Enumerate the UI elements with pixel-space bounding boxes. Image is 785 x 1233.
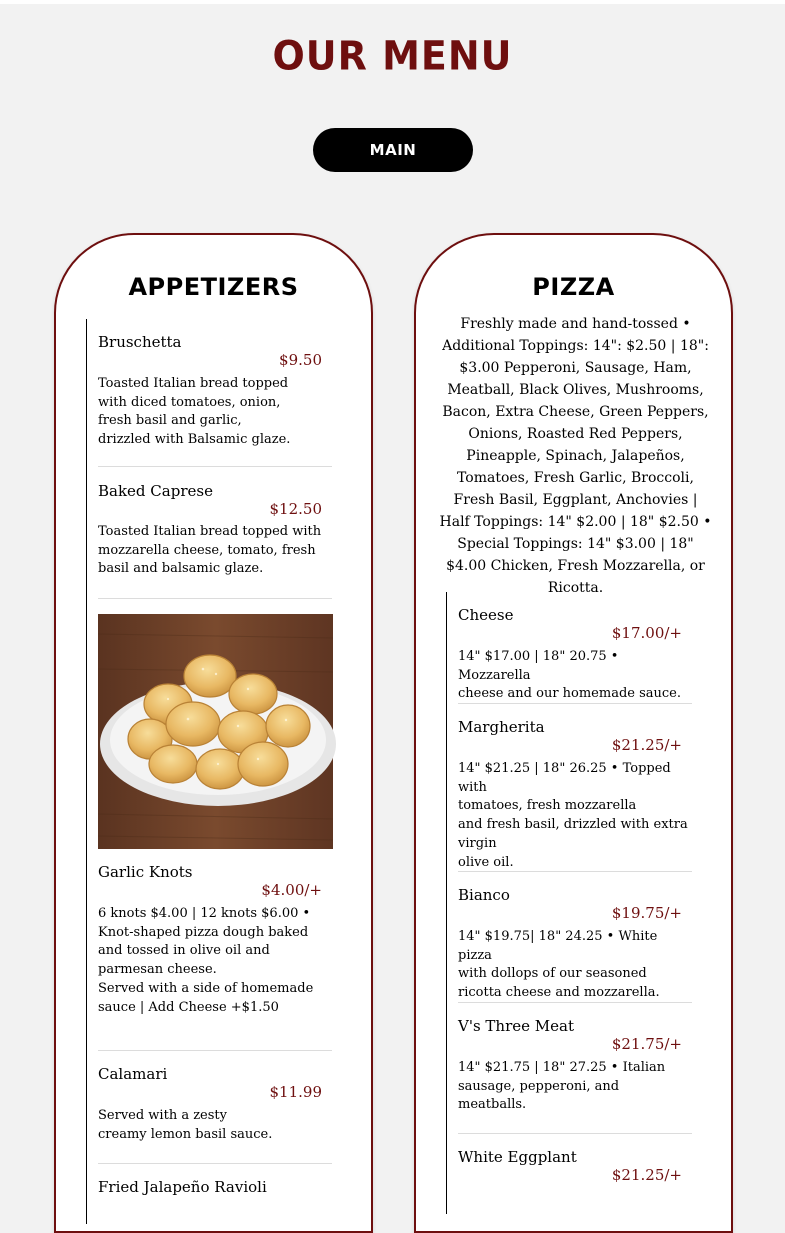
item-price: $4.00/+ bbox=[261, 881, 322, 899]
item-price: $11.99 bbox=[269, 1083, 322, 1101]
item-name: Fried Jalapeño Ravioli bbox=[98, 1178, 267, 1196]
item-price: $17.00/+ bbox=[611, 624, 682, 642]
item-description: 6 knots $4.00 | 12 knots $6.00 • Knot-shaped pizza dough baked and tossed in olive oil and parmesan cheese. Served with a side of homemade sauce | Add Cheese +$1.50 bbox=[98, 906, 314, 1015]
item-name: Cheese bbox=[458, 606, 514, 624]
menu-item-margherita[interactable] bbox=[458, 704, 692, 872]
item-name: Bianco bbox=[458, 886, 510, 904]
page-title: OUR MENU bbox=[272, 32, 513, 80]
menu-item-bianco[interactable] bbox=[458, 872, 692, 1003]
item-name: White Eggplant bbox=[458, 1148, 577, 1166]
item-price: $9.50 bbox=[279, 351, 322, 369]
top-bar bbox=[0, 0, 785, 4]
menu-item-calamari[interactable] bbox=[98, 1051, 332, 1164]
menu-item-baked-caprese[interactable] bbox=[98, 467, 332, 599]
menu-item-bruschetta[interactable] bbox=[98, 319, 332, 467]
item-description: Toasted Italian bread topped with diced tomatoes, onion, fresh basil and garlic, drizzled with Balsamic glaze. bbox=[98, 376, 291, 448]
item-description: Toasted Italian bread topped with mozzarella cheese, tomato, fresh basil and balsamic glaze. bbox=[98, 524, 322, 577]
tab-main[interactable]: MAIN bbox=[313, 128, 473, 172]
item-name: Calamari bbox=[98, 1065, 168, 1083]
item-description: 14" $21.75 | 18" 27.25 • Italian sausage, pepperoni, and meatballs. bbox=[458, 1060, 666, 1113]
menu-item-white-eggplant[interactable] bbox=[458, 1134, 692, 1214]
appetizers-list bbox=[86, 319, 332, 1224]
item-name: Garlic Knots bbox=[98, 863, 193, 881]
item-name: Bruschetta bbox=[98, 333, 182, 351]
appetizers-card bbox=[54, 233, 373, 1233]
item-description: 14" $21.25 | 18" 26.25 • Topped with tomatoes, fresh mozzarella and fresh basil, drizzled with extra virgin olive oil. bbox=[458, 761, 688, 870]
item-description: 14" $19.75| 18" 24.25 • White pizza with dollops of our seasoned ricotta cheese and mozzarella. bbox=[458, 929, 660, 1001]
menu-item-garlic-knots[interactable] bbox=[98, 614, 332, 1051]
item-price: $12.50 bbox=[269, 500, 322, 518]
item-description: Served with a zesty creamy lemon basil sauce. bbox=[98, 1108, 273, 1142]
menu-item-cheese[interactable] bbox=[458, 592, 692, 704]
pizza-title: PIZZA bbox=[532, 273, 615, 301]
item-price: $19.75/+ bbox=[611, 904, 682, 922]
item-description: 14" $17.00 | 18" 20.75 • Mozzarella cheese and our homemade sauce. bbox=[458, 649, 682, 702]
appetizers-title: APPETIZERS bbox=[128, 273, 299, 301]
item-name: Margherita bbox=[458, 718, 545, 736]
item-price: $21.25/+ bbox=[611, 736, 682, 754]
item-name: V's Three Meat bbox=[458, 1017, 574, 1035]
menu-item-vs-three-meat[interactable] bbox=[458, 1003, 692, 1134]
pizza-list bbox=[446, 592, 692, 1214]
pizza-description: Freshly made and hand-tossed • Additional Toppings: 14": $2.50 | 18": $3.00 Pepperoni, Sausage, Ham, Meatball, Black Olives, Mushrooms, Bacon, Extra Cheese, Green Peppers, Onions, Roasted Red Peppers, Pineapple, Spinach, Jalapeños, Tomatoes, Fresh Garlic, Broccoli, Fresh Basil, Eggplant, Anchovies | Half Toppings: 14" $2.00 | 18" $2.50 • Special Toppings: 14" $3.00 | 18" $4.00 Chicken, Fresh Mozzarella, or Ricotta. bbox=[439, 316, 712, 596]
item-name: Baked Caprese bbox=[98, 482, 213, 500]
pizza-card bbox=[414, 233, 733, 1233]
item-price: $21.75/+ bbox=[611, 1035, 682, 1053]
garlic-knots-photo bbox=[98, 614, 333, 849]
menu-item-fried-jalapeno-ravioli[interactable] bbox=[98, 1164, 332, 1224]
item-price: $21.25/+ bbox=[611, 1166, 682, 1184]
